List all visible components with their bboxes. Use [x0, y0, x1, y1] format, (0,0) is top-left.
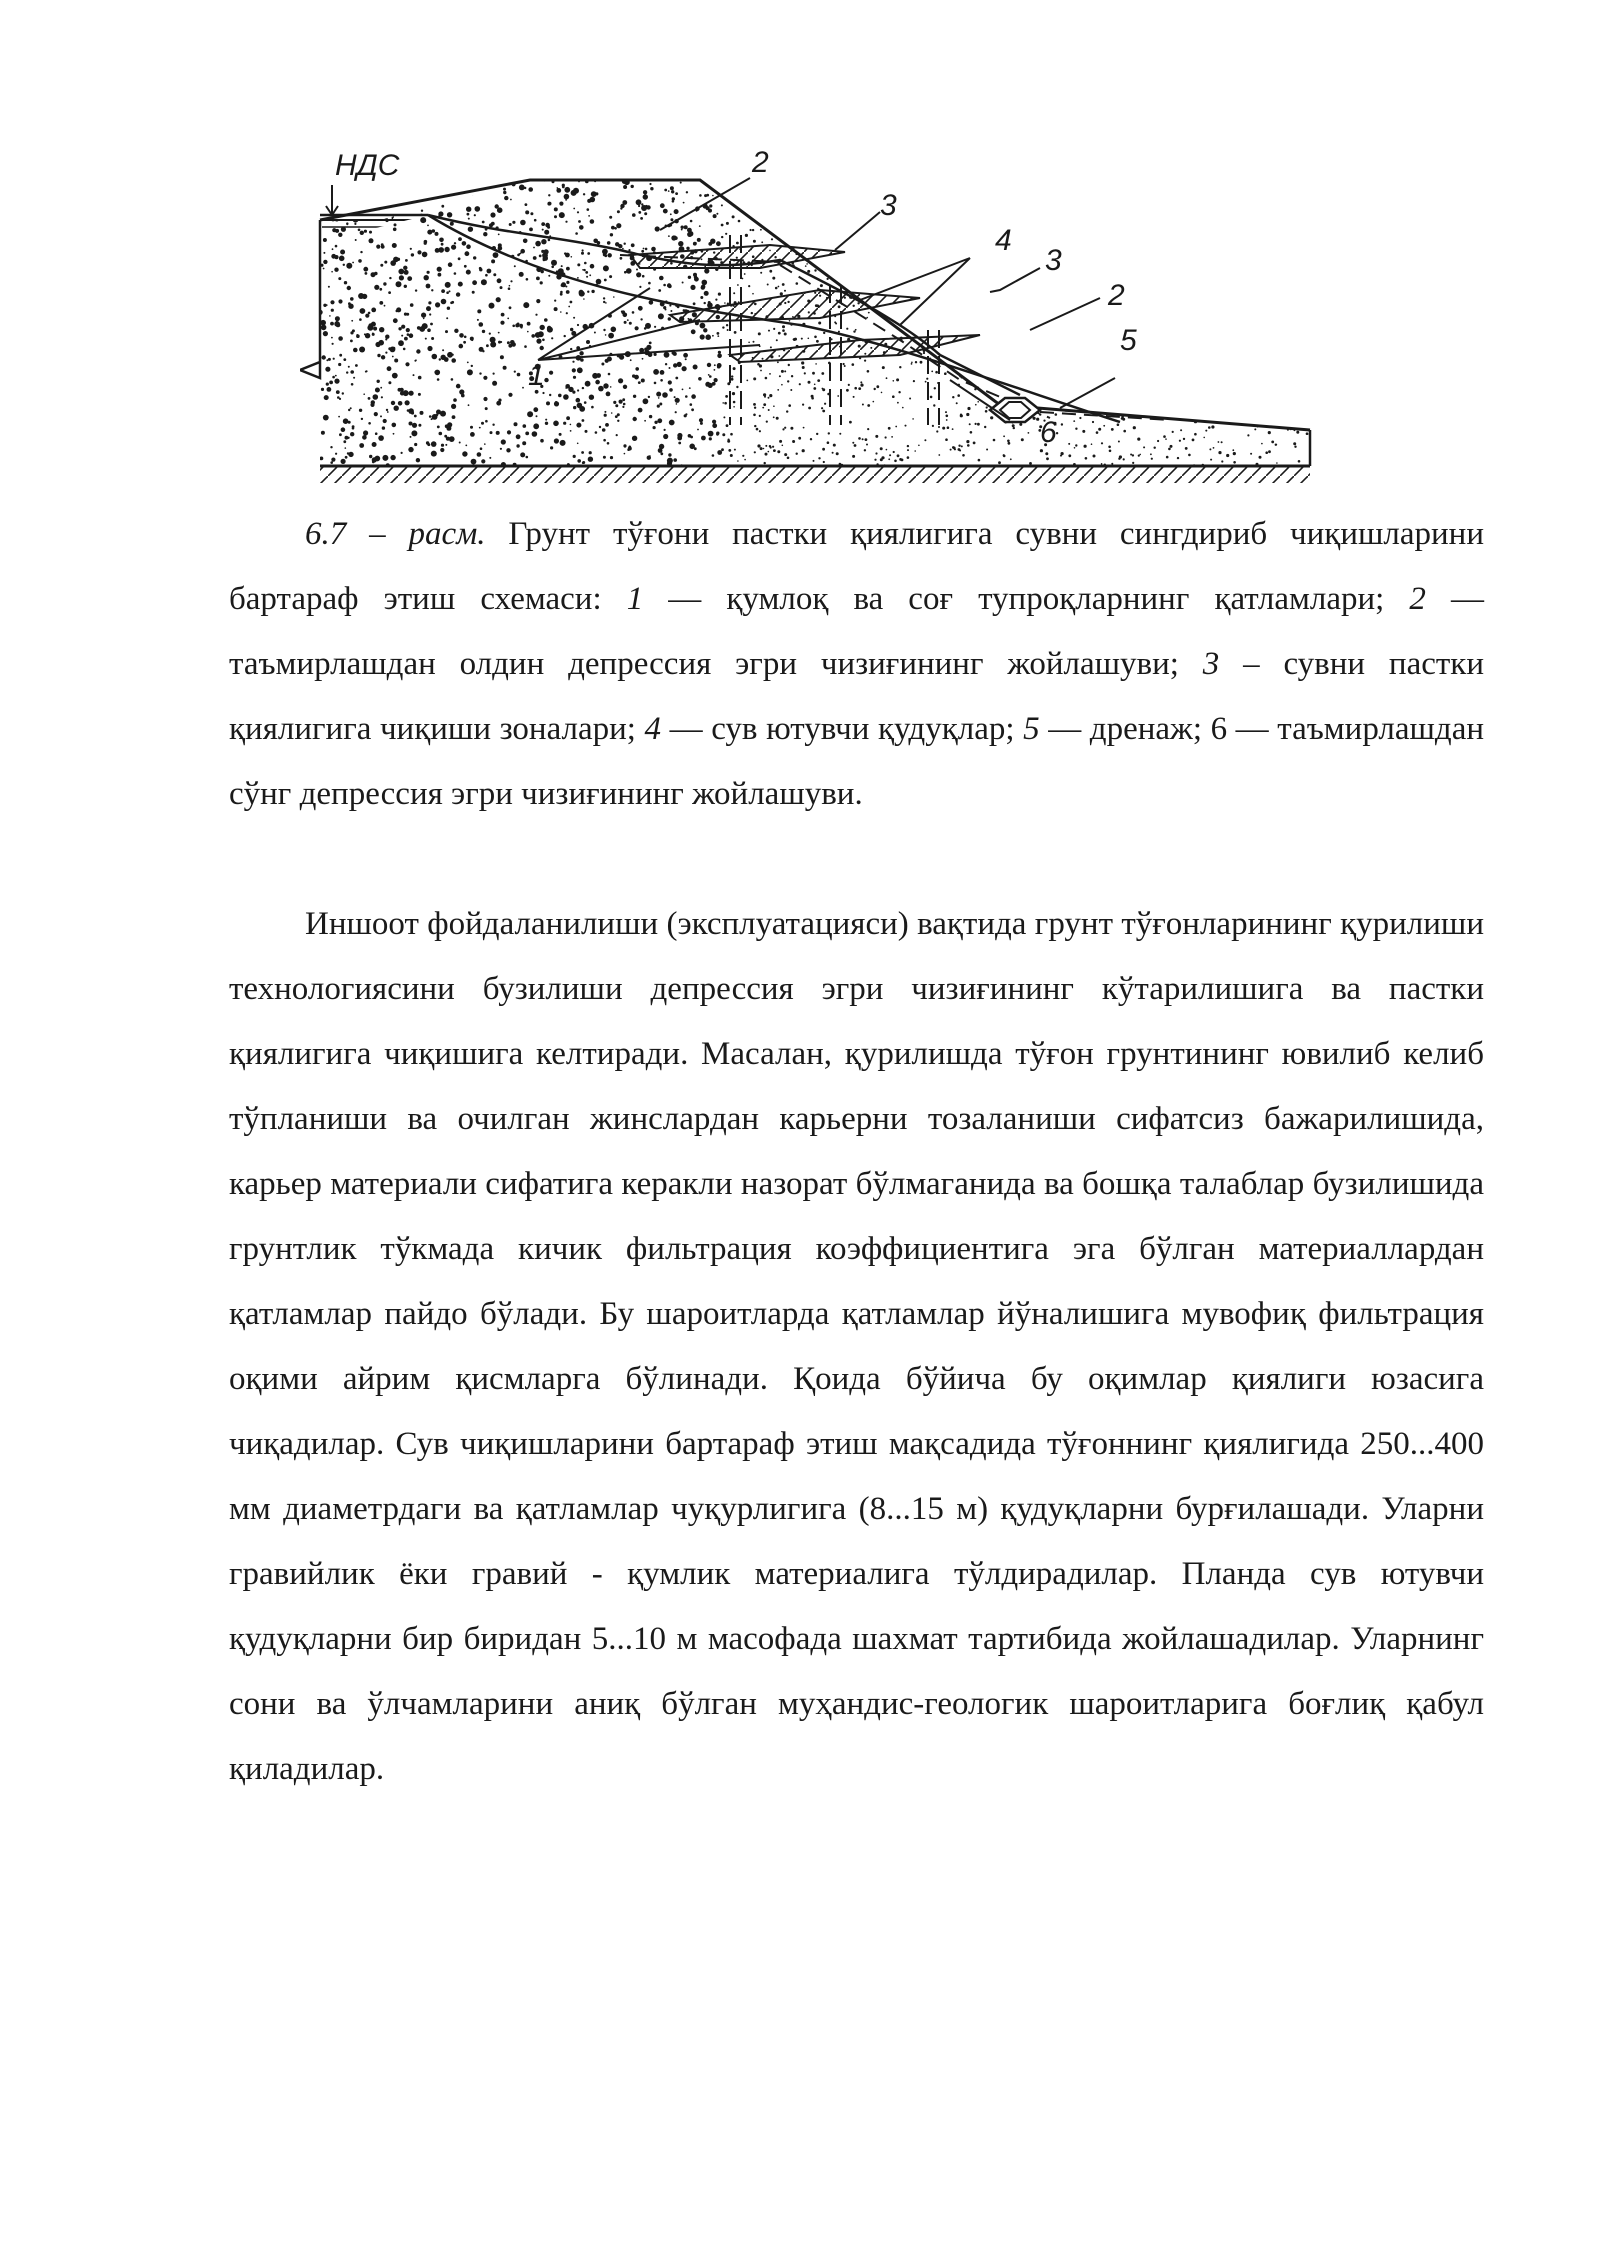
figure-caption [229, 502, 1484, 827]
caption-text-1: — қумлоқ ва соғ тупроқларнинг қатламлари; [643, 581, 1410, 617]
caption-num-4: 4 [644, 711, 662, 747]
caption-lead: 6.7 – расм. [305, 516, 486, 552]
caption-text-2: — таъмирлашдан олдин депрессия эгри чизиғининг жойлашуви; [229, 581, 1485, 682]
label-5: 5 [1120, 324, 1137, 357]
dam-fill-texture [318, 179, 1312, 468]
body-text [229, 892, 1484, 1802]
caption-num-3: 3 [1202, 646, 1220, 682]
caption-num-1: 1 [626, 581, 644, 617]
water-level-arrow-icon [326, 185, 338, 215]
label-1: 1 [528, 359, 545, 392]
foundation-base [320, 466, 1310, 483]
caption-num-2: 2 [1409, 581, 1426, 617]
caption-text-5: — дренаж; 6 — таъмирлашдан сўнг депрессия эгри чизиғининг жойлашуви. [229, 711, 1485, 812]
dam-cross-section-figure [300, 140, 1330, 500]
label-6: 6 [1040, 416, 1057, 449]
body-paragraph: Иншоот фойдаланилиши (эксплуатацияси) вақтида грунт тўғонларининг қурилиши технологиясини бузилиши депрессия эгри чизиғининг кўтарилишига ва пастки қиялигига чиқишига келтиради. Масалан, қурилишда тўғон грунтининг ювилиб келиб тўпланиши ва очилган жинслардан карьерни тозаланиши сифатсиз бажарилишида, карьер материали сифатига керакли назорат бўлмаганида ва бошқа талаблар бузилишида грунтлик тўкмада кичик фильтрация коэффициентига эга бўлган материаллардан қатламлар пайдо бўлади. Бу шароитларда қатламлар йўналишига мувофиқ фильтрация оқими айрим қисмларга бўлинади. Қоида бўйича бу оқимлар қиялиги юзасига чиқадилар. Сув чиқишларини бартараф этиш мақсадида тўғоннинг қиялигида 250...400 мм диаметрдаги ва қатламлар чуқурлигига (8...15 м) қудуқларни бурғилашади. Уларни гравийлик ёки гравий - қумлик материалига тўлдирадилар. Планда сув ютувчи қудуқларни бир биридан 5...10 м масофада шахмат тартибида жойлашадилар. Уларнинг сони ва ўлчамларини аниқ бўлган муҳандис-геологик шароитларига боғлиқ қабул қиладилар. [229, 906, 1484, 1787]
caption-intro: Грунт тўғони пастки қиялигига сувни сингдириб чиқишларини бартараф этиш схемаси: [229, 516, 1484, 617]
caption-num-5: 5 [1023, 711, 1040, 747]
label-nds: НДС [335, 149, 400, 182]
label-3-top: 3 [880, 189, 897, 222]
label-2-bottom: 2 [1108, 279, 1125, 312]
caption-text-3: – сувни пастки қиялигига чиқиши зоналари; [229, 646, 1484, 747]
label-2-top: 2 [752, 146, 769, 179]
caption-text-4: — сув ютувчи қудуқлар; [661, 711, 1024, 747]
label-4: 4 [995, 224, 1012, 257]
dam-left-break [300, 220, 320, 378]
label-3-bottom: 3 [1045, 244, 1062, 277]
dam-diagram [300, 140, 1330, 500]
